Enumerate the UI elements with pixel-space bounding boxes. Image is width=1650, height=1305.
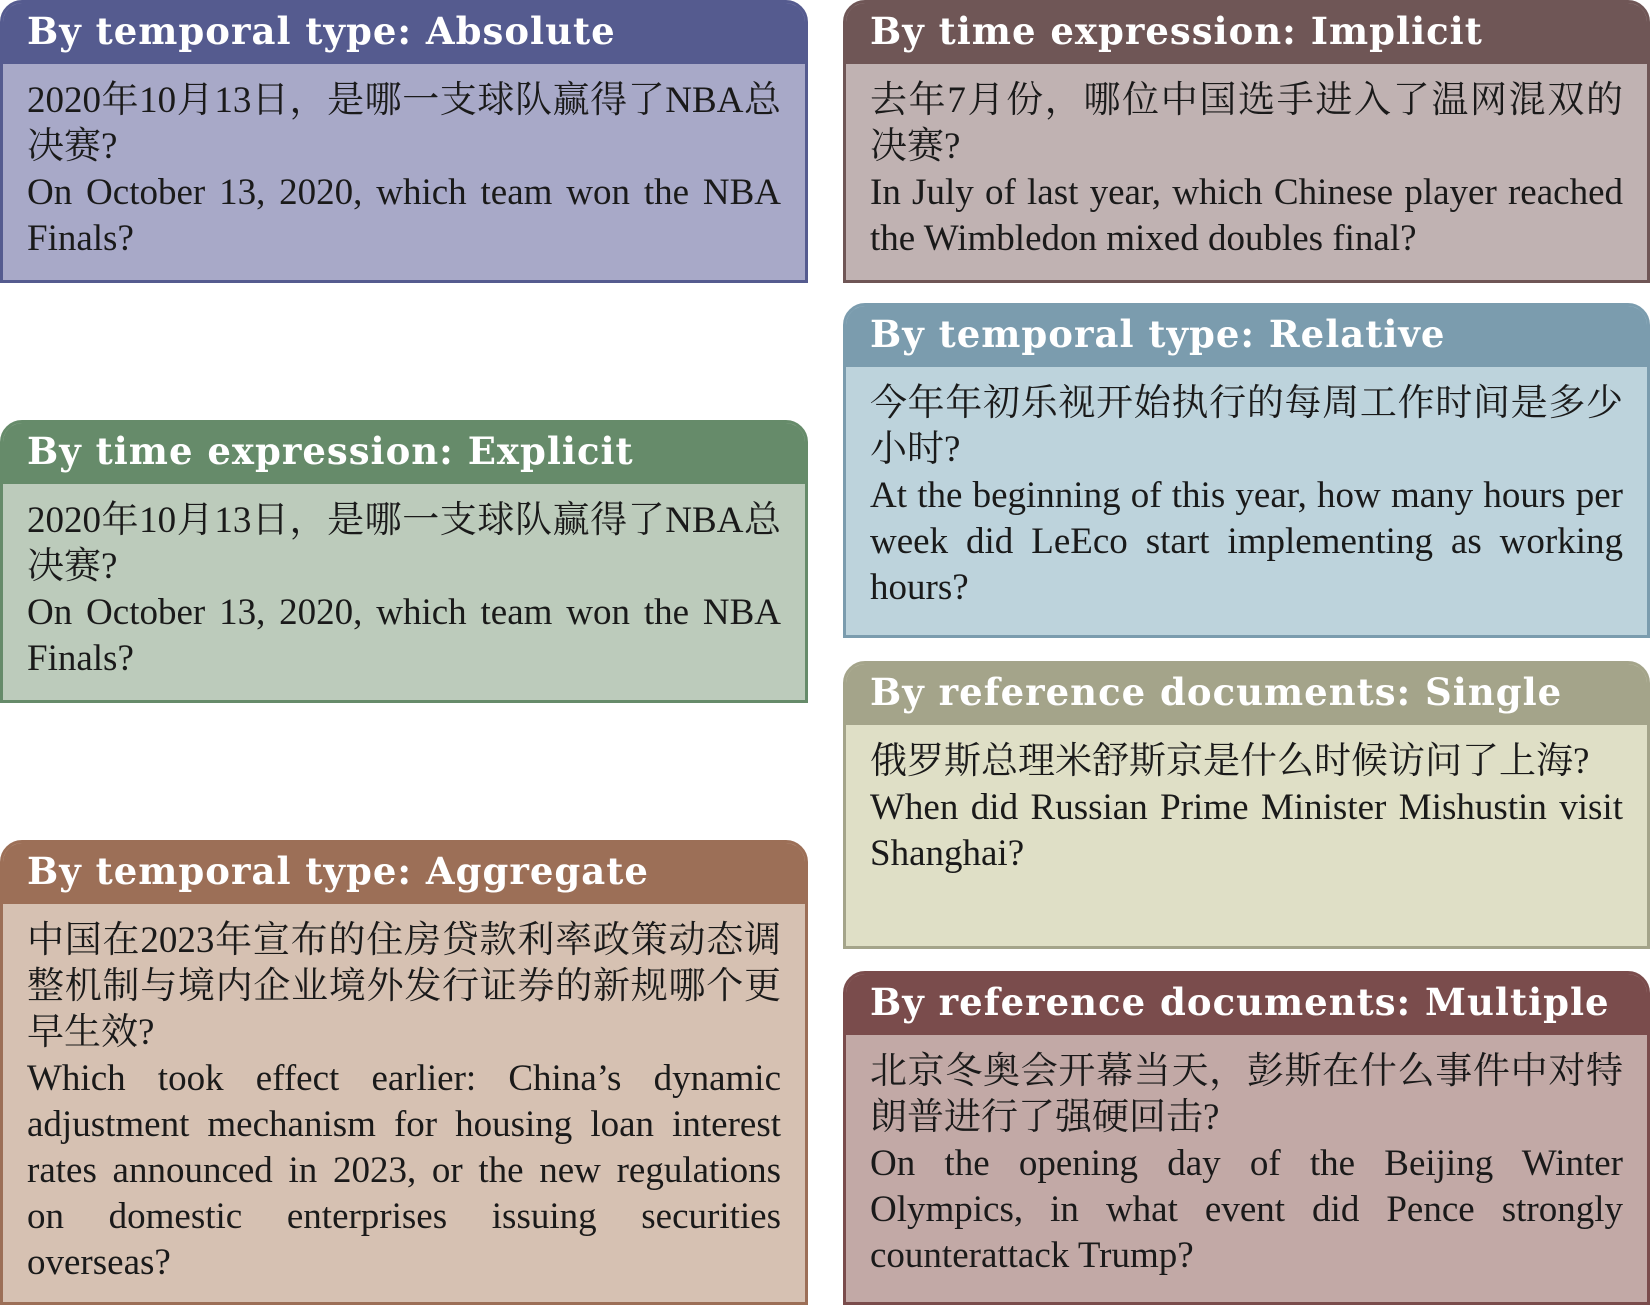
question-chinese: 今年年初乐视开始执行的每周工作时间是多少小时? (870, 383, 1623, 470)
card-header: By time expression: Explicit (3, 423, 805, 484)
card-multiple (843, 971, 1650, 1305)
question-chinese: 去年7月份，哪位中国选手进入了温网混双的决赛? (870, 80, 1623, 167)
card-relative (843, 303, 1650, 638)
question-english: On the opening day of the Beijing Winter Olympics, in what event did Pence strongly counterattack Trump? (870, 1143, 1623, 1276)
card-body (846, 64, 1647, 262)
question-chinese: 2020年10月13日，是哪一支球队赢得了NBA总决赛? (27, 500, 781, 587)
question-english: On October 13, 2020, which team won the NBA Finals? (27, 592, 781, 679)
card-header: By time expression: Implicit (846, 3, 1647, 64)
card-single (843, 661, 1650, 949)
card-absolute (0, 0, 808, 283)
question-english: In July of last year, which Chinese player reached the Wimbledon mixed doubles final? (870, 172, 1623, 259)
question-english: On October 13, 2020, which team won the NBA Finals? (27, 172, 781, 259)
card-body (3, 484, 805, 682)
question-english: When did Russian Prime Minister Mishustin visit Shanghai? (870, 787, 1623, 874)
card-body (846, 1035, 1647, 1279)
card-header: By reference documents: Multiple (846, 974, 1647, 1035)
card-body (3, 904, 805, 1286)
card-header: By temporal type: Relative (846, 306, 1647, 367)
card-header: By temporal type: Aggregate (3, 843, 805, 904)
question-chinese: 2020年10月13日，是哪一支球队赢得了NBA总决赛? (27, 80, 781, 167)
card-header: By temporal type: Absolute (3, 3, 805, 64)
question-chinese: 中国在2023年宣布的住房贷款利率政策动态调整机制与境内企业境外发行证券的新规哪个更早生效? (27, 920, 781, 1053)
question-chinese: 北京冬奥会开幕当天，彭斯在什么事件中对特朗普进行了强硬回击? (870, 1051, 1623, 1138)
card-aggregate (0, 840, 808, 1305)
card-header: By reference documents: Single (846, 664, 1647, 725)
question-chinese: 俄罗斯总理米舒斯京是什么时候访问了上海? (870, 741, 1590, 782)
card-implicit (843, 0, 1650, 283)
question-english: Which took effect earlier: China’s dynamic adjustment mechanism for housing loan interest rates announced in 2023, or the new regulations on domestic enterprises issuing securities overseas? (27, 1058, 781, 1283)
card-body (3, 64, 805, 262)
card-body (846, 367, 1647, 611)
card-body (846, 725, 1647, 877)
card-explicit (0, 420, 808, 703)
question-english: At the beginning of this year, how many hours per week did LeEco start implementing as working hours? (870, 475, 1623, 608)
